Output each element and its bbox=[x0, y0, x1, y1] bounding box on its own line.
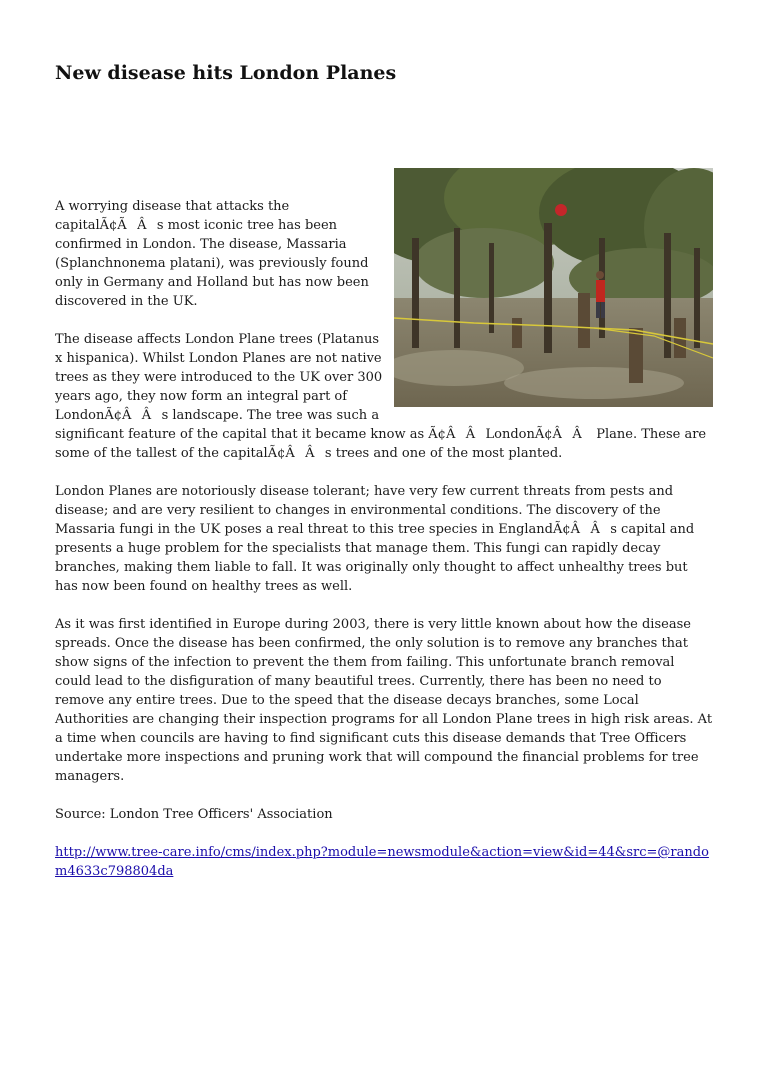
paragraph-disease-threat: London Planes are notoriously disease tolerant; have very few current threats from pests and disease; and are very resilient to changes in environmental conditions. The discovery of the Massaria fungi in the UK poses a real threat to this tree species in EnglandÃ¢ÂÂs capital and presents a huge problem for the specialists that manage them. This fungi can rapidly decay branches, making them liable to fall. It was originally only thought to affect unhealthy trees but has now been found on healthy trees as well. bbox=[55, 484, 695, 594]
article-title: New disease hits London Planes bbox=[55, 62, 397, 84]
paragraph-plane-trees: The disease affects London Plane trees (Platanus x hispanica). Whilst London Planes are not native trees as they were introduced to the UK over 300 years ago, they now form an integral part of LondonÃ¢ÂÂs landscape. The tree was such a significant feature of the capital that it became know as Ã¢ÂÂLondonÃ¢ÂÂ Plane. These are some of the tallest of the capitalÃ¢ÂÂs trees and one of the most planted. bbox=[55, 332, 707, 461]
source-line: Source: London Tree Officers' Association bbox=[55, 807, 333, 822]
source-link[interactable]: http://www.tree-care.info/cms/index.php?module=newsmodule&action=view&id=44&src=@random4633c798804da bbox=[55, 845, 709, 879]
trees-photo-illustration bbox=[394, 168, 713, 407]
article-body bbox=[55, 197, 713, 900]
trees-photo bbox=[394, 168, 713, 407]
paragraph-spread: As it was first identified in Europe during 2003, there is very little known about how the disease spreads. Once the disease has been confirmed, the only solution is to remove any branches that show signs of the infection to prevent the them from failing. This unfortunate branch removal could lead to the disfiguration of many beautiful trees. Currently, there has been no need to remove any entire trees. Due to the speed that the disease decays branches, some Local Authorities are changing their inspection programs for all London Plane trees in high risk areas. At a time when councils are having to find significant cuts this disease demands that Tree Officers undertake more inspections and pruning work that will compound the financial problems for tree managers. bbox=[55, 617, 713, 784]
source-link-paragraph bbox=[55, 843, 713, 881]
paragraph-intro: A worrying disease that attacks the capitalÃ¢ÃÂs most iconic tree has been confirmed in London. The disease, Massaria (Splanchnonema platani), was previously found only in Germany and Holland but has now been discovered in the UK. bbox=[55, 199, 369, 309]
